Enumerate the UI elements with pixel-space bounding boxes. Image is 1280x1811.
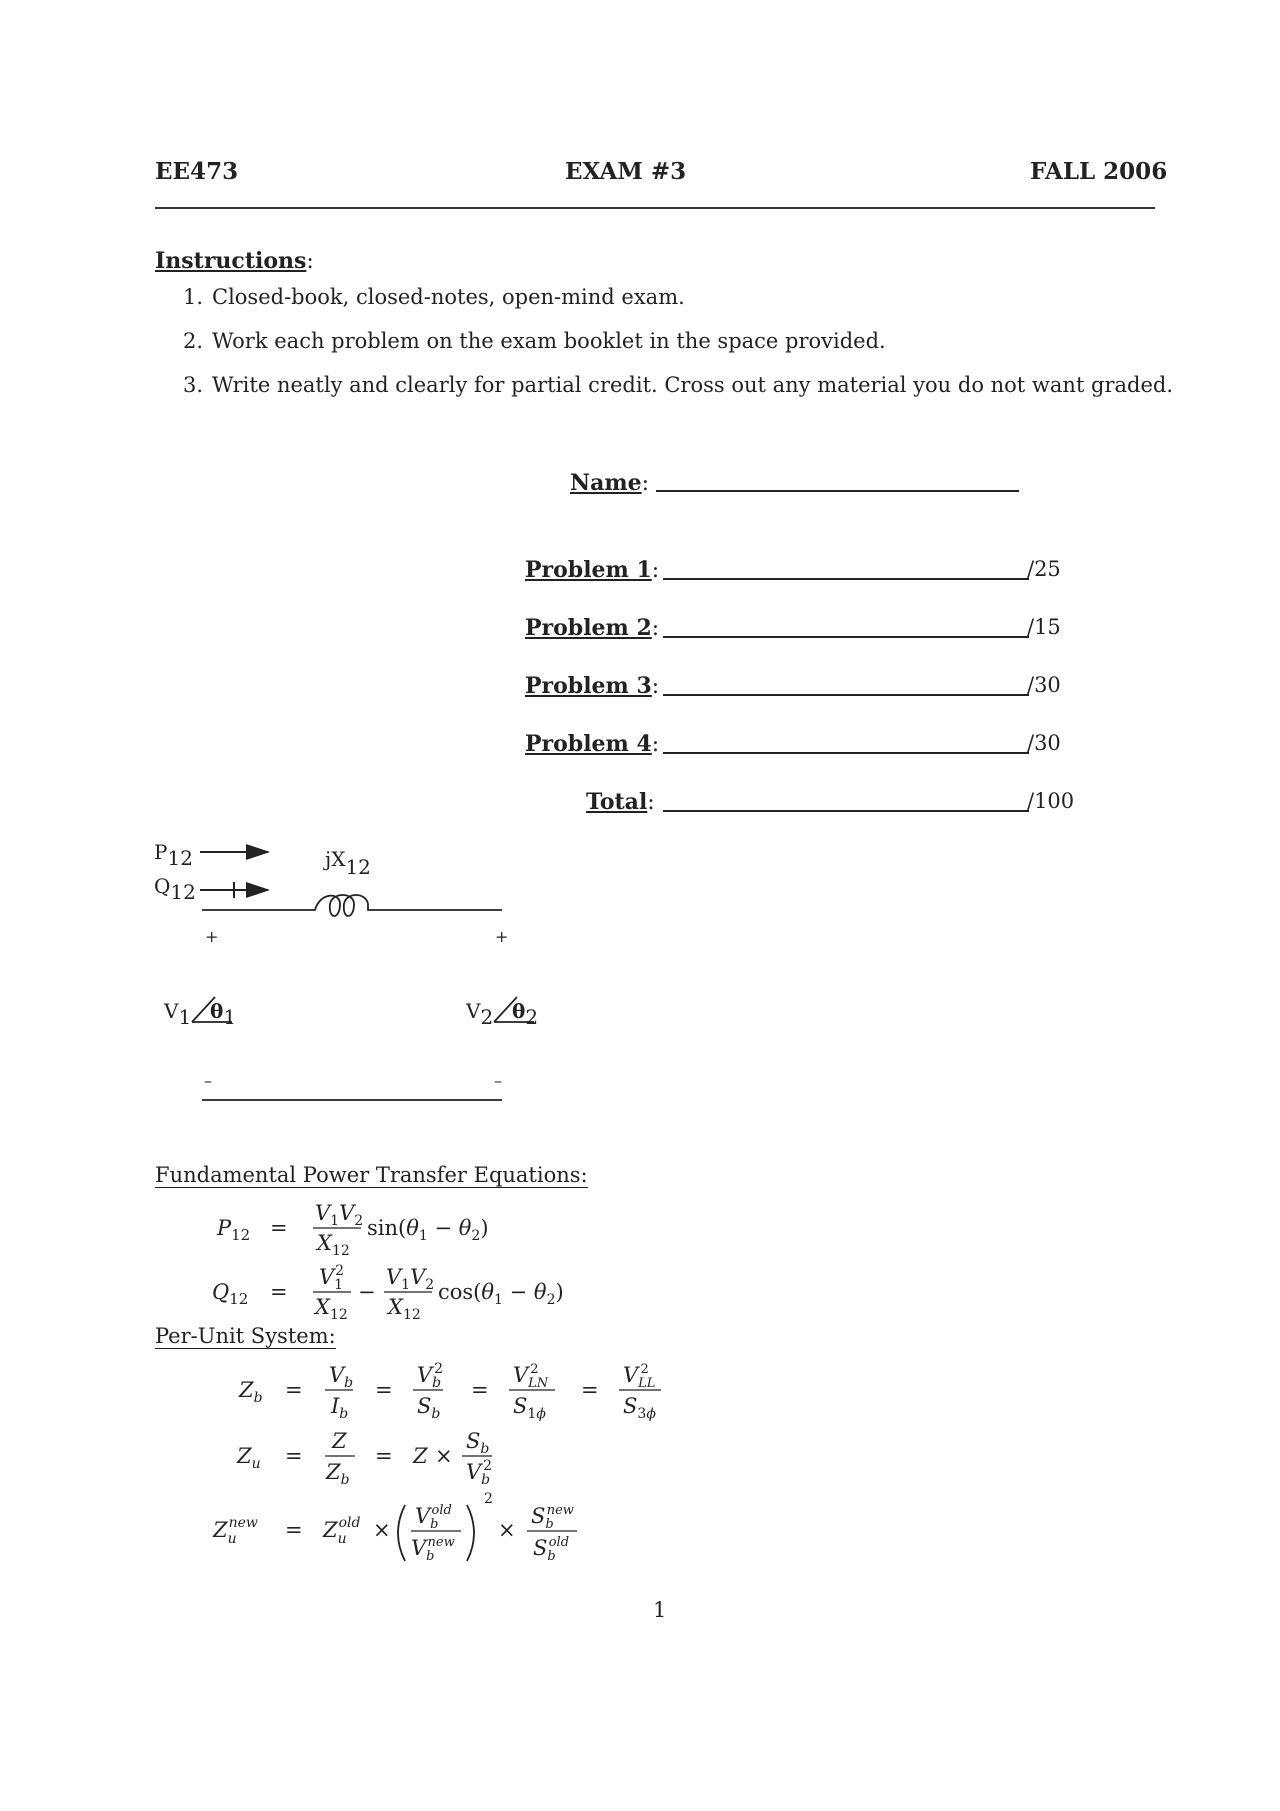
svg-text:Z: Z — [332, 1429, 347, 1453]
svg-text:Zunew: $Z_unew$ — [213, 1515, 258, 1547]
problem-3-label: Problem 3: — [525, 673, 660, 699]
svg-text:Vb2: $V_b2$ — [466, 1458, 493, 1488]
svg-text:=: = — [270, 1280, 288, 1304]
svg-text:=: = — [285, 1518, 303, 1542]
svg-text:Zu: $Z_u$ — [237, 1444, 261, 1472]
svg-text:VLL2: $V_{LL}2$ — [623, 1362, 656, 1391]
q12-label: Q12 — [154, 874, 196, 904]
header-rule — [155, 207, 1155, 209]
svg-text:Vbnew: $V_bnew$ — [411, 1535, 455, 1564]
theta2-label: θ2 — [512, 999, 539, 1029]
course-code: EE473 — [155, 158, 239, 185]
problem-2-score-field[interactable] — [663, 636, 1029, 638]
total-score-field[interactable] — [663, 810, 1029, 812]
p12-label: P12 — [154, 840, 193, 870]
problem-4-max: /30 — [1027, 731, 1061, 755]
reactance-label: jX12 — [325, 847, 371, 879]
two-bus-circuit-diagram — [140, 830, 560, 1110]
instruction-item: 2. Work each problem on the exam booklet in the space provided. — [183, 329, 886, 353]
name-field[interactable] — [656, 490, 1019, 492]
svg-text:Sbold: $S_bold$ — [533, 1535, 570, 1564]
svg-text:X12: $X_{12}$ — [317, 1231, 350, 1259]
problem-2-max: /15 — [1027, 615, 1061, 639]
svg-text:2: 2 — [484, 1491, 493, 1507]
svg-text:=: = — [270, 1216, 288, 1240]
svg-text:Vb: $V_b$ — [329, 1363, 354, 1391]
svg-text:Zuold: $Z_uold$ — [323, 1515, 361, 1547]
v1-label: V1 — [164, 999, 192, 1029]
svg-text:V1V2: $V_1V_2$ — [315, 1201, 364, 1229]
bus1-minus: – — [204, 1071, 212, 1090]
problem-4-score-field[interactable] — [663, 752, 1029, 754]
problem-2-label: Problem 2: — [525, 615, 660, 641]
inductor-coil — [202, 895, 502, 916]
instruction-item: 3. Write neatly and clearly for partial credit. Cross out any material you do not want graded. — [183, 373, 1174, 397]
svg-text:S1ϕ: $S_1\phi$ — [513, 1394, 546, 1422]
svg-text:Sb: $S_b$ — [417, 1394, 441, 1422]
svg-text:Sbnew: $S_bnew$ — [531, 1503, 574, 1532]
bus1-plus: + — [205, 927, 219, 946]
problem-1-max: /25 — [1027, 557, 1061, 581]
svg-text:V1V2: $V_1V_2$ — [386, 1265, 435, 1293]
problem-1-label: Problem 1: — [525, 557, 660, 583]
per-unit-heading: Per-Unit System: — [155, 1324, 336, 1348]
exam-term: FALL 2006 — [1030, 158, 1168, 185]
power-transfer-equations — [195, 1195, 595, 1325]
total-label: Total: — [586, 789, 655, 815]
svg-text:Zb: $Z_b$ — [239, 1378, 263, 1406]
svg-text:=: = — [581, 1378, 599, 1402]
svg-text:×: × — [373, 1518, 391, 1542]
bus2-plus: + — [495, 927, 509, 946]
svg-text:=: = — [471, 1378, 489, 1402]
svg-text:=: = — [285, 1444, 303, 1468]
problem-1-score-field[interactable] — [663, 578, 1029, 580]
svg-text:=: = — [375, 1444, 393, 1468]
svg-text:sin(θ1 − θ2): $\sin(\theta_1 - \theta_2)$ — [367, 1216, 489, 1244]
svg-text:P12: $P_{12}$ — [217, 1216, 251, 1244]
svg-text:Vb2: $V_b2$ — [417, 1361, 444, 1391]
theta1-label: θ1 — [210, 999, 237, 1029]
svg-text:×: × — [435, 1444, 453, 1468]
svg-text:cos(θ1 − θ2): $\cos(\theta_1 - \theta_2)$ — [438, 1280, 564, 1308]
svg-text:Vbold: $V_bold$ — [415, 1503, 452, 1532]
problem-4-label: Problem 4: — [525, 731, 660, 757]
svg-text:X12: $X_{12}$ — [388, 1295, 421, 1323]
per-unit-equations — [195, 1355, 715, 1575]
exam-title: EXAM #3 — [565, 158, 687, 185]
svg-text:=: = — [375, 1378, 393, 1402]
total-max: /100 — [1027, 789, 1075, 813]
page-number: 1 — [653, 1598, 667, 1622]
svg-text:Ib: $I_b$ — [331, 1394, 349, 1422]
power-equations-heading: Fundamental Power Transfer Equations: — [155, 1163, 588, 1187]
instructions-heading: Instructions: — [155, 248, 314, 274]
svg-text:×: × — [498, 1518, 516, 1542]
svg-text:Zb: $Z_b$ — [326, 1460, 350, 1488]
svg-text:Sb: $S_b$ — [466, 1429, 490, 1457]
svg-text:V12: $V_12$ — [319, 1263, 345, 1293]
problem-3-score-field[interactable] — [663, 694, 1029, 696]
name-label: Name: — [570, 470, 650, 496]
svg-text:Z: Z — [413, 1444, 428, 1468]
svg-text:Q12: $Q_{12}$ — [212, 1280, 249, 1308]
svg-text:−: − — [358, 1280, 376, 1304]
svg-text:S3ϕ: $S_3\phi$ — [623, 1394, 656, 1422]
problem-3-max: /30 — [1027, 673, 1061, 697]
instruction-item: 1. Closed-book, closed-notes, open-mind exam. — [183, 285, 685, 309]
svg-text:VLN2: $V_{LN}2$ — [513, 1362, 549, 1391]
svg-text:X12: $X_{12}$ — [315, 1295, 348, 1323]
v2-label: V2 — [466, 999, 494, 1029]
bus2-minus: – — [494, 1071, 502, 1090]
svg-text:=: = — [285, 1378, 303, 1402]
